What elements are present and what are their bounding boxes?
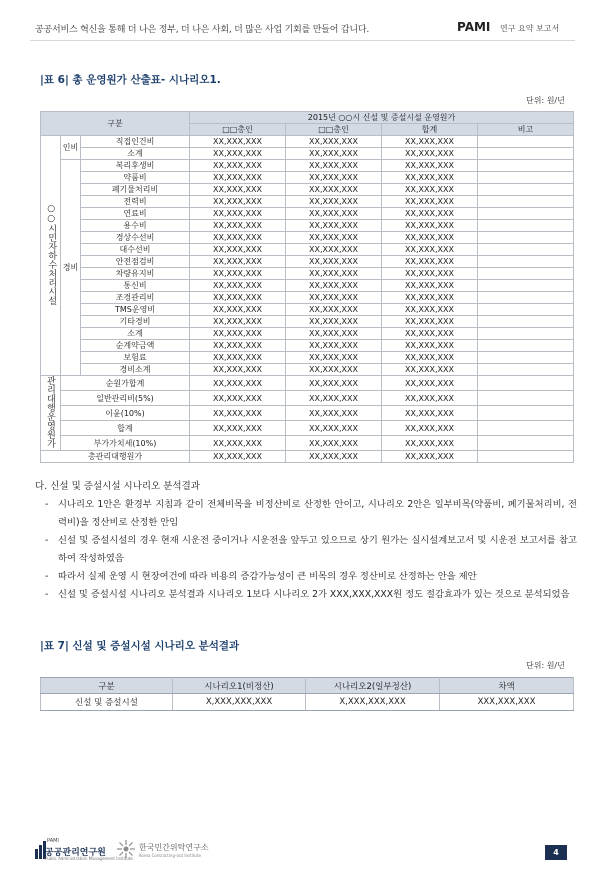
table-row-label: TMS운영비 (81, 304, 190, 316)
table7-col-head: 시나리오1(비정산) (173, 678, 306, 694)
table-cell (478, 406, 574, 421)
footer-org1-en: Public Administration Management Institute (45, 856, 133, 861)
table-cell: XX,XXX,XXX (286, 280, 382, 292)
table-cell: X,XXX,XXX,XXX (306, 694, 440, 711)
table7-unit: 단위: 원/년 (526, 661, 565, 670)
table-cell: XX,XXX,XXX (382, 208, 478, 220)
bullet-item: - 신설 및 증설시설 시나리오 분석결과 시나리오 1보다 시나리오 2가 XXX,XXX,XXX원 정도 절감효과가 있는 것으로 분석되었음 (45, 586, 577, 604)
table-row-label: 폐기물처리비 (81, 184, 190, 196)
table-row-label: 전력비 (81, 196, 190, 208)
table6-left-label-lower (41, 376, 61, 451)
table-cell: XX,XXX,XXX (190, 136, 286, 148)
table-cell: XX,XXX,XXX (190, 172, 286, 184)
page-number: 4 (545, 845, 567, 860)
table-cell (478, 451, 574, 463)
table-cell: XX,XXX,XXX (382, 421, 478, 436)
table-cell: XX,XXX,XXX (382, 391, 478, 406)
bullet-item: - 신설 및 증설시설의 경우 현재 시운전 중이거나 시운전을 앞두고 있으므로 상기 원가는 실시설계보고서 및 시운전 보고서를 참고하여 작성하였음 (45, 532, 577, 568)
table-cell: 신설 및 증설시설 (41, 694, 173, 711)
table-cell: XX,XXX,XXX (286, 436, 382, 451)
table-cell: XX,XXX,XXX (286, 304, 382, 316)
table-cell: XX,XXX,XXX (286, 328, 382, 340)
table-cell (478, 391, 574, 406)
header-tagline: 공공서비스 혁신을 통해 더 나은 정부, 더 나은 사회, 더 많은 사업 기회를 만들어 갑니다. (35, 25, 370, 35)
table-row-label: 용수비 (81, 220, 190, 232)
table-row-label: 경비소계 (81, 364, 190, 376)
table-row-label: 보험료 (81, 352, 190, 364)
table-cell: XX,XXX,XXX (382, 232, 478, 244)
table-row-label: 조경관리비 (81, 292, 190, 304)
table-cell: XX,XXX,XXX (286, 340, 382, 352)
table-cell: XX,XXX,XXX (286, 136, 382, 148)
table7-col-head: 구분 (41, 678, 173, 694)
table-cell (478, 316, 574, 328)
table-cell: XX,XXX,XXX (382, 316, 478, 328)
header-report-type: 연구 요약 보고서 (500, 24, 560, 33)
table-cell: XX,XXX,XXX (190, 352, 286, 364)
table-cell: XX,XXX,XXX (382, 436, 478, 451)
table-cell: XX,XXX,XXX (286, 352, 382, 364)
table-cell: XX,XXX,XXX (382, 220, 478, 232)
table-cell: XX,XXX,XXX (382, 148, 478, 160)
table6-head-group: 2015년 ○○시 신설 및 증설시설 운영원가 (190, 112, 574, 124)
table-cell: XX,XXX,XXX (190, 292, 286, 304)
table-cell: XX,XXX,XXX (382, 172, 478, 184)
header-brand: PAMI (457, 20, 491, 34)
table-row-label: 부가가치세(10%) (61, 436, 190, 451)
table-cell: XX,XXX,XXX (286, 376, 382, 391)
table-cell: XX,XXX,XXX (382, 304, 478, 316)
table-row-label: 소계 (81, 148, 190, 160)
footer-org2-en: Korea Contracting-out Institute (139, 853, 201, 858)
table-cell: XX,XXX,XXX (190, 421, 286, 436)
table-row-label: 연료비 (81, 208, 190, 220)
table-cell: XX,XXX,XXX (286, 232, 382, 244)
table-cell (478, 364, 574, 376)
table-cell (478, 232, 574, 244)
table-cell: XX,XXX,XXX (286, 451, 382, 463)
table-cell: XX,XXX,XXX (286, 160, 382, 172)
table-row-label: 순원가합계 (61, 376, 190, 391)
table-cell (478, 292, 574, 304)
header-divider (30, 40, 575, 41)
table-cell: XX,XXX,XXX (382, 451, 478, 463)
table6-head-category: 구분 (41, 112, 190, 136)
table-row-label: 소계 (81, 328, 190, 340)
table-cell: XX,XXX,XXX (190, 364, 286, 376)
table-row-label: 경상수선비 (81, 232, 190, 244)
table-row-label: 이윤(10%) (61, 406, 190, 421)
table-cell: XX,XXX,XXX (190, 160, 286, 172)
table-cell (478, 172, 574, 184)
table-cell (478, 220, 574, 232)
table-cell: XX,XXX,XXX (382, 376, 478, 391)
table-cell: XX,XXX,XXX (286, 220, 382, 232)
table-cell: XX,XXX,XXX (286, 208, 382, 220)
table6-left-label (41, 136, 61, 376)
table-cell: XX,XXX,XXX (286, 292, 382, 304)
table-cell: XX,XXX,XXX (286, 196, 382, 208)
table-cell: XX,XXX,XXX (382, 406, 478, 421)
table-row-label: 약품비 (81, 172, 190, 184)
table7-title: |표 7| 신설 및 증설시설 시나리오 분석결과 (40, 640, 240, 652)
table-cell (478, 148, 574, 160)
table-cell: XX,XXX,XXX (190, 196, 286, 208)
table-cell (478, 268, 574, 280)
bullet-item: - 따라서 실제 운영 시 현장여건에 따라 비용의 증감가능성이 큰 비목의 경우 정산비로 산정하는 안을 제안 (45, 568, 577, 586)
table6-group-expense: 경비 (61, 160, 81, 376)
table-cell: XX,XXX,XXX (190, 376, 286, 391)
table-cell: XX,XXX,XXX (190, 406, 286, 421)
table-cell: XX,XXX,XXX (286, 391, 382, 406)
table-cell: XX,XXX,XXX (382, 184, 478, 196)
table-cell (478, 436, 574, 451)
table-cell: XX,XXX,XXX (286, 172, 382, 184)
table6-col-head: □□총인 (286, 124, 382, 136)
table-cell (478, 376, 574, 391)
table7-col-head: 차액 (440, 678, 574, 694)
table-cell: XX,XXX,XXX (382, 160, 478, 172)
table-cell: XX,XXX,XXX (382, 244, 478, 256)
footer-pami-small: PAMI (47, 838, 59, 844)
table-cell: XX,XXX,XXX (382, 136, 478, 148)
table-cell: X,XXX,XXX,XXX (173, 694, 306, 711)
table-cell: XX,XXX,XXX (286, 244, 382, 256)
table-cell (478, 256, 574, 268)
table6-unit: 단위: 원/년 (526, 96, 565, 105)
table-cell (478, 136, 574, 148)
kci-logo-icon (116, 839, 136, 859)
table-cell: XX,XXX,XXX (382, 196, 478, 208)
table-cell (478, 280, 574, 292)
table-cell: XX,XXX,XXX (382, 292, 478, 304)
bullet-item: - 시나리오 1안은 환경부 지침과 같이 전체비목을 비정산비로 산정한 안이고, 시나리오 2안은 일부비목(약품비, 폐기물처리비, 전력비)을 정산비로 산정한 안임 (45, 496, 577, 532)
table7-col-head: 시나리오2(일부정산) (306, 678, 440, 694)
analysis-heading: 다. 신설 및 증설시설 시나리오 분석결과 (35, 481, 200, 492)
operating-cost-table (40, 111, 574, 463)
table-cell: XX,XXX,XXX (286, 421, 382, 436)
table-row-label: 복리후생비 (81, 160, 190, 172)
table-row-label: 총관리대행원가 (41, 451, 190, 463)
table-cell (478, 196, 574, 208)
table-cell: XX,XXX,XXX (190, 268, 286, 280)
table-cell: XX,XXX,XXX (190, 280, 286, 292)
table-cell (478, 184, 574, 196)
table6-title: |표 6| 총 운영원가 산출표- 시나리오1. (40, 74, 221, 86)
table-cell: XX,XXX,XXX (190, 184, 286, 196)
table-cell: XX,XXX,XXX (190, 391, 286, 406)
table-cell (478, 328, 574, 340)
table-cell: XX,XXX,XXX (382, 340, 478, 352)
table-cell: XX,XXX,XXX (190, 256, 286, 268)
table-cell: XX,XXX,XXX (286, 184, 382, 196)
table-cell: XX,XXX,XXX (190, 340, 286, 352)
table-cell: XX,XXX,XXX (190, 244, 286, 256)
table6-col-head: 합계 (382, 124, 478, 136)
table-row-label: 순계약금액 (81, 340, 190, 352)
table-cell (478, 352, 574, 364)
table6-left-label-top: ○○시민자하수처리시설 (46, 204, 57, 305)
table-cell: XX,XXX,XXX (286, 268, 382, 280)
table-row-label: 직접인건비 (81, 136, 190, 148)
table-cell: XX,XXX,XXX (382, 352, 478, 364)
table-cell: XX,XXX,XXX (190, 220, 286, 232)
table-row-label: 안전점검비 (81, 256, 190, 268)
table-cell: XX,XXX,XXX (190, 328, 286, 340)
table-cell: XX,XXX,XXX (190, 148, 286, 160)
table-row-label: 기타경비 (81, 316, 190, 328)
scenario-analysis-table (40, 677, 574, 711)
footer-org1: 공공관리연구원 (45, 848, 106, 858)
table-cell: XX,XXX,XXX (190, 316, 286, 328)
table-cell: XX,XXX,XXX (190, 304, 286, 316)
table-cell (478, 208, 574, 220)
table-cell: XX,XXX,XXX (382, 268, 478, 280)
table-cell: XX,XXX,XXX (382, 256, 478, 268)
table-cell: XX,XXX,XXX (286, 364, 382, 376)
table-cell (478, 421, 574, 436)
table-cell (478, 304, 574, 316)
table-cell: XX,XXX,XXX (382, 280, 478, 292)
table-cell: XX,XXX,XXX (190, 436, 286, 451)
table-row-label: 일반관리비(5%) (61, 391, 190, 406)
analysis-bullets (45, 496, 577, 604)
footer-org2: 한국민간위탁연구소 (139, 843, 209, 852)
table6-left-label-bottom: 관리대행운영원가 (45, 376, 55, 448)
table-cell (478, 340, 574, 352)
table6-group-labor: 인비 (61, 136, 81, 160)
table-cell: XX,XXX,XXX (190, 208, 286, 220)
table6-col-head: 비고 (478, 124, 574, 136)
table-row-label: 대수선비 (81, 244, 190, 256)
table-cell: XX,XXX,XXX (286, 148, 382, 160)
table-cell: XX,XXX,XXX (190, 232, 286, 244)
table-cell: XX,XXX,XXX (190, 451, 286, 463)
table-cell: XX,XXX,XXX (286, 406, 382, 421)
table-cell (478, 160, 574, 172)
table-cell: XX,XXX,XXX (286, 316, 382, 328)
table-row-label: 차량유지비 (81, 268, 190, 280)
table-row-label: 통신비 (81, 280, 190, 292)
table-row-label: 합계 (61, 421, 190, 436)
table6-col-head: □□총인 (190, 124, 286, 136)
table-cell (478, 244, 574, 256)
table-cell: XX,XXX,XXX (382, 328, 478, 340)
table-cell: XXX,XXX,XXX (440, 694, 574, 711)
table-cell: XX,XXX,XXX (286, 256, 382, 268)
table-cell: XX,XXX,XXX (382, 364, 478, 376)
